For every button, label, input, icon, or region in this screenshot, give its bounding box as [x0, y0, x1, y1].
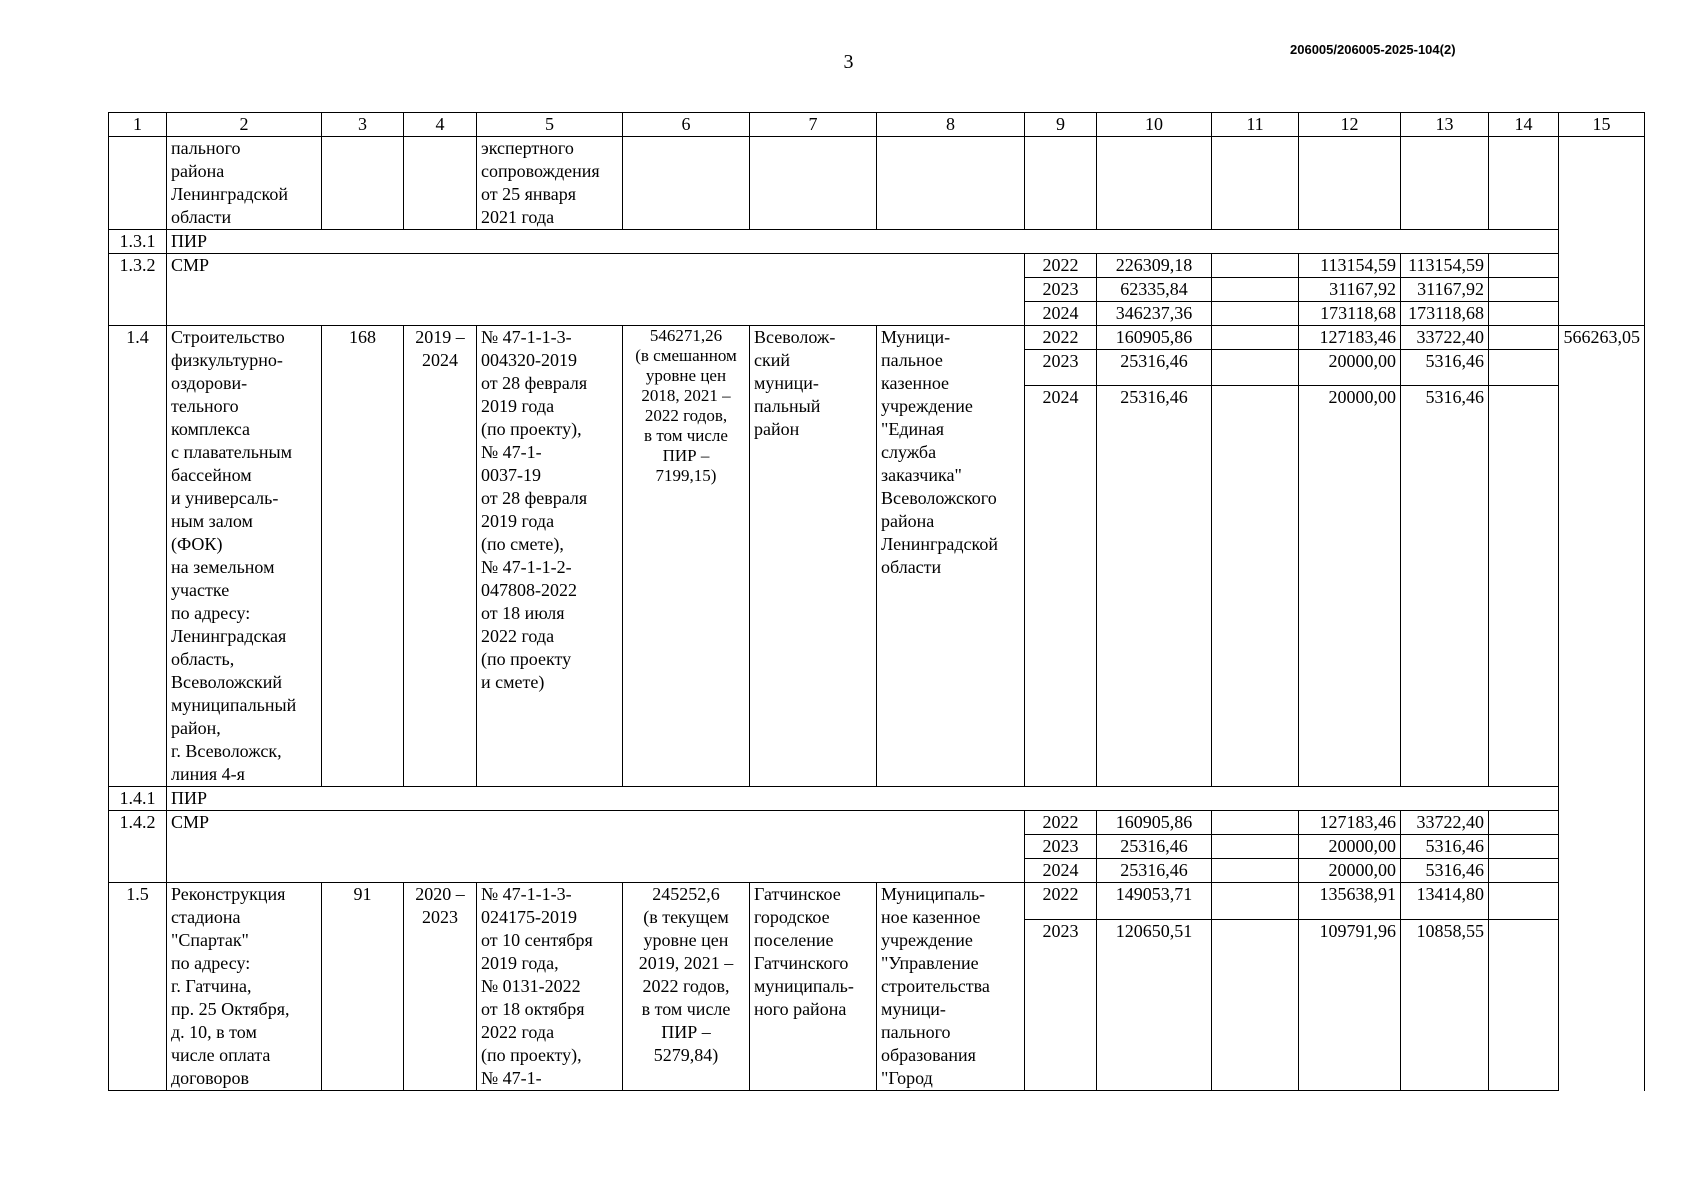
budget-table: [108, 112, 1645, 1091]
cell-year: 2024: [1025, 859, 1097, 883]
cell-year: 2024: [1025, 386, 1097, 787]
cell-col13: 113154,59: [1401, 254, 1489, 278]
cell-col13: 33722,40: [1401, 326, 1489, 350]
cell-expertise: экспертного сопровождения от 25 января 2021 года: [477, 137, 623, 230]
cell-col13: 5316,46: [1401, 835, 1489, 859]
cell-col13: 31167,92: [1401, 278, 1489, 302]
cell-col13: 10858,55: [1401, 920, 1489, 1091]
cell-year: 2022: [1025, 326, 1097, 350]
column-number: 14: [1489, 113, 1559, 137]
row-1-3-1: [109, 230, 1645, 254]
column-number: 11: [1212, 113, 1299, 137]
column-number: 3: [322, 113, 404, 137]
column-number: 12: [1299, 113, 1401, 137]
row-label: СМР: [167, 254, 1025, 278]
cell-total: 149053,71: [1097, 883, 1212, 920]
cell-name: Строительство физкультурно- оздорови- тельного комплекса с плавательным бассейном и универсаль- ным залом (ФОК) на земельном участке по адресу: Ленинградская область, Всеволожский муниципальный район, г. Всеволожск, линия 4-я: [167, 326, 322, 787]
cell-col12: 127183,46: [1299, 811, 1401, 835]
cell-col13: 33722,40: [1401, 811, 1489, 835]
cell-col12: 127183,46: [1299, 326, 1401, 350]
cell-year: 2023: [1025, 920, 1097, 1091]
cell-name: Реконструкция стадиона "Спартак" по адресу: г. Гатчина, пр. 25 Октября, д. 10, в том числе оплата договоров: [167, 883, 322, 1091]
column-number: 9: [1025, 113, 1097, 137]
row-number: 1.5: [109, 883, 167, 1091]
column-number: 6: [623, 113, 750, 137]
cell-total: 226309,18: [1097, 254, 1212, 278]
row-label: ПИР: [167, 787, 1559, 811]
cell-expertise: № 47-1-1-3- 004320-2019 от 28 февраля 2019 года (по проекту), № 47-1- 0037-19 от 28 февраля 2019 года (по смете), № 47-1-1-2- 047808-2022 от 18 июля 2022 года (по проекту и смете): [477, 326, 623, 787]
row-1-4-1: [109, 787, 1645, 811]
column-number: 10: [1097, 113, 1212, 137]
cell-year: 2023: [1025, 350, 1097, 386]
cell-total: 120650,51: [1097, 920, 1212, 1091]
cell-total: 25316,46: [1097, 859, 1212, 883]
cell-col12: 113154,59: [1299, 254, 1401, 278]
cell-col12: 173118,68: [1299, 302, 1401, 326]
row-1-3-2: [109, 278, 1645, 302]
column-number: 7: [750, 113, 877, 137]
cell-name: пального района Ленинградской области: [167, 137, 322, 230]
cell-col13: 13414,80: [1401, 883, 1489, 920]
row-1-4: [109, 326, 1645, 350]
cell-col3: 168: [322, 326, 404, 787]
cell-col13: 173118,68: [1401, 302, 1489, 326]
cell-col12: 20000,00: [1299, 859, 1401, 883]
column-number: 1: [109, 113, 167, 137]
cell-period: 2020 – 2023: [404, 883, 477, 1091]
row-1-3-2: [109, 302, 1645, 326]
row-label: СМР: [167, 811, 1025, 835]
cell-col3: 91: [322, 883, 404, 1091]
cell-year: 2024: [1025, 302, 1097, 326]
cell-col13: 5316,46: [1401, 350, 1489, 386]
column-number: 5: [477, 113, 623, 137]
row-number: 1.4: [109, 326, 167, 787]
row-number: 1.4.2: [109, 811, 167, 835]
cell-col12: 31167,92: [1299, 278, 1401, 302]
cell-customer: Муниципаль- ное казенное учреждение "Управление строительства муници- пального образования "Город: [877, 883, 1025, 1091]
cell-col12: 20000,00: [1299, 386, 1401, 787]
row-1-4-2: [109, 811, 1645, 835]
cell-col13: 5316,46: [1401, 859, 1489, 883]
cell-total: 25316,46: [1097, 386, 1212, 787]
row-number: 1.3.1: [109, 230, 167, 254]
cell-total: 160905,86: [1097, 811, 1212, 835]
row-label: ПИР: [167, 230, 1559, 254]
page-number: 3: [843, 51, 854, 73]
cell-cost: 245252,6 (в текущем уровне цен 2019, 2021 – 2022 годов, в том числе ПИР – 5279,84): [623, 883, 750, 1091]
cell-period: 2019 – 2024: [404, 326, 477, 787]
cell-year: 2022: [1025, 254, 1097, 278]
row-1-5: [109, 883, 1645, 920]
cell-year: 2023: [1025, 835, 1097, 859]
cell-total: 62335,84: [1097, 278, 1212, 302]
row-number: 1.4.1: [109, 787, 167, 811]
cell-expertise: № 47-1-1-3- 024175-2019 от 10 сентября 2019 года, № 0131-2022 от 18 октября 2022 года (по проекту), № 47-1-: [477, 883, 623, 1091]
column-number: 15: [1559, 113, 1645, 137]
cell-year: 2022: [1025, 883, 1097, 920]
cell-total: 160905,86: [1097, 326, 1212, 350]
cell-col12: 20000,00: [1299, 350, 1401, 386]
cell-cost: 546271,26 (в смешанном уровне цен 2018, 2021 – 2022 годов, в том числе ПИР – 7199,15): [623, 326, 750, 787]
cell-total: 25316,46: [1097, 350, 1212, 386]
cell-year: 2023: [1025, 278, 1097, 302]
column-number: 13: [1401, 113, 1489, 137]
cell-customer: Муници- пальное казенное учреждение "Единая служба заказчика" Всеволожского района Ленинградской области: [877, 326, 1025, 787]
cell-municipality: Гатчинское городское поселение Гатчинского муниципаль- ного района: [750, 883, 877, 1091]
cell-col12: 109791,96: [1299, 920, 1401, 1091]
cell-col15: 566263,05: [1559, 326, 1645, 350]
column-number: 2: [167, 113, 322, 137]
row-1-3-2: [109, 254, 1645, 278]
row-number: 1.3.2: [109, 254, 167, 278]
cell-total: 346237,36: [1097, 302, 1212, 326]
cell-total: 25316,46: [1097, 835, 1212, 859]
cell-municipality: Всеволож- ский муници- пальный район: [750, 326, 877, 787]
cell-col13: 5316,46: [1401, 386, 1489, 787]
row-1-4-2: [109, 835, 1645, 859]
column-number-row: [109, 113, 1645, 137]
cell-col12: 135638,91: [1299, 883, 1401, 920]
cell-col12: 20000,00: [1299, 835, 1401, 859]
document-code: 206005/206005-2025-104(2): [1290, 42, 1456, 57]
row-1-4-2: [109, 859, 1645, 883]
cell-year: 2022: [1025, 811, 1097, 835]
continuation-row: [109, 137, 1645, 230]
column-number: 4: [404, 113, 477, 137]
column-number: 8: [877, 113, 1025, 137]
